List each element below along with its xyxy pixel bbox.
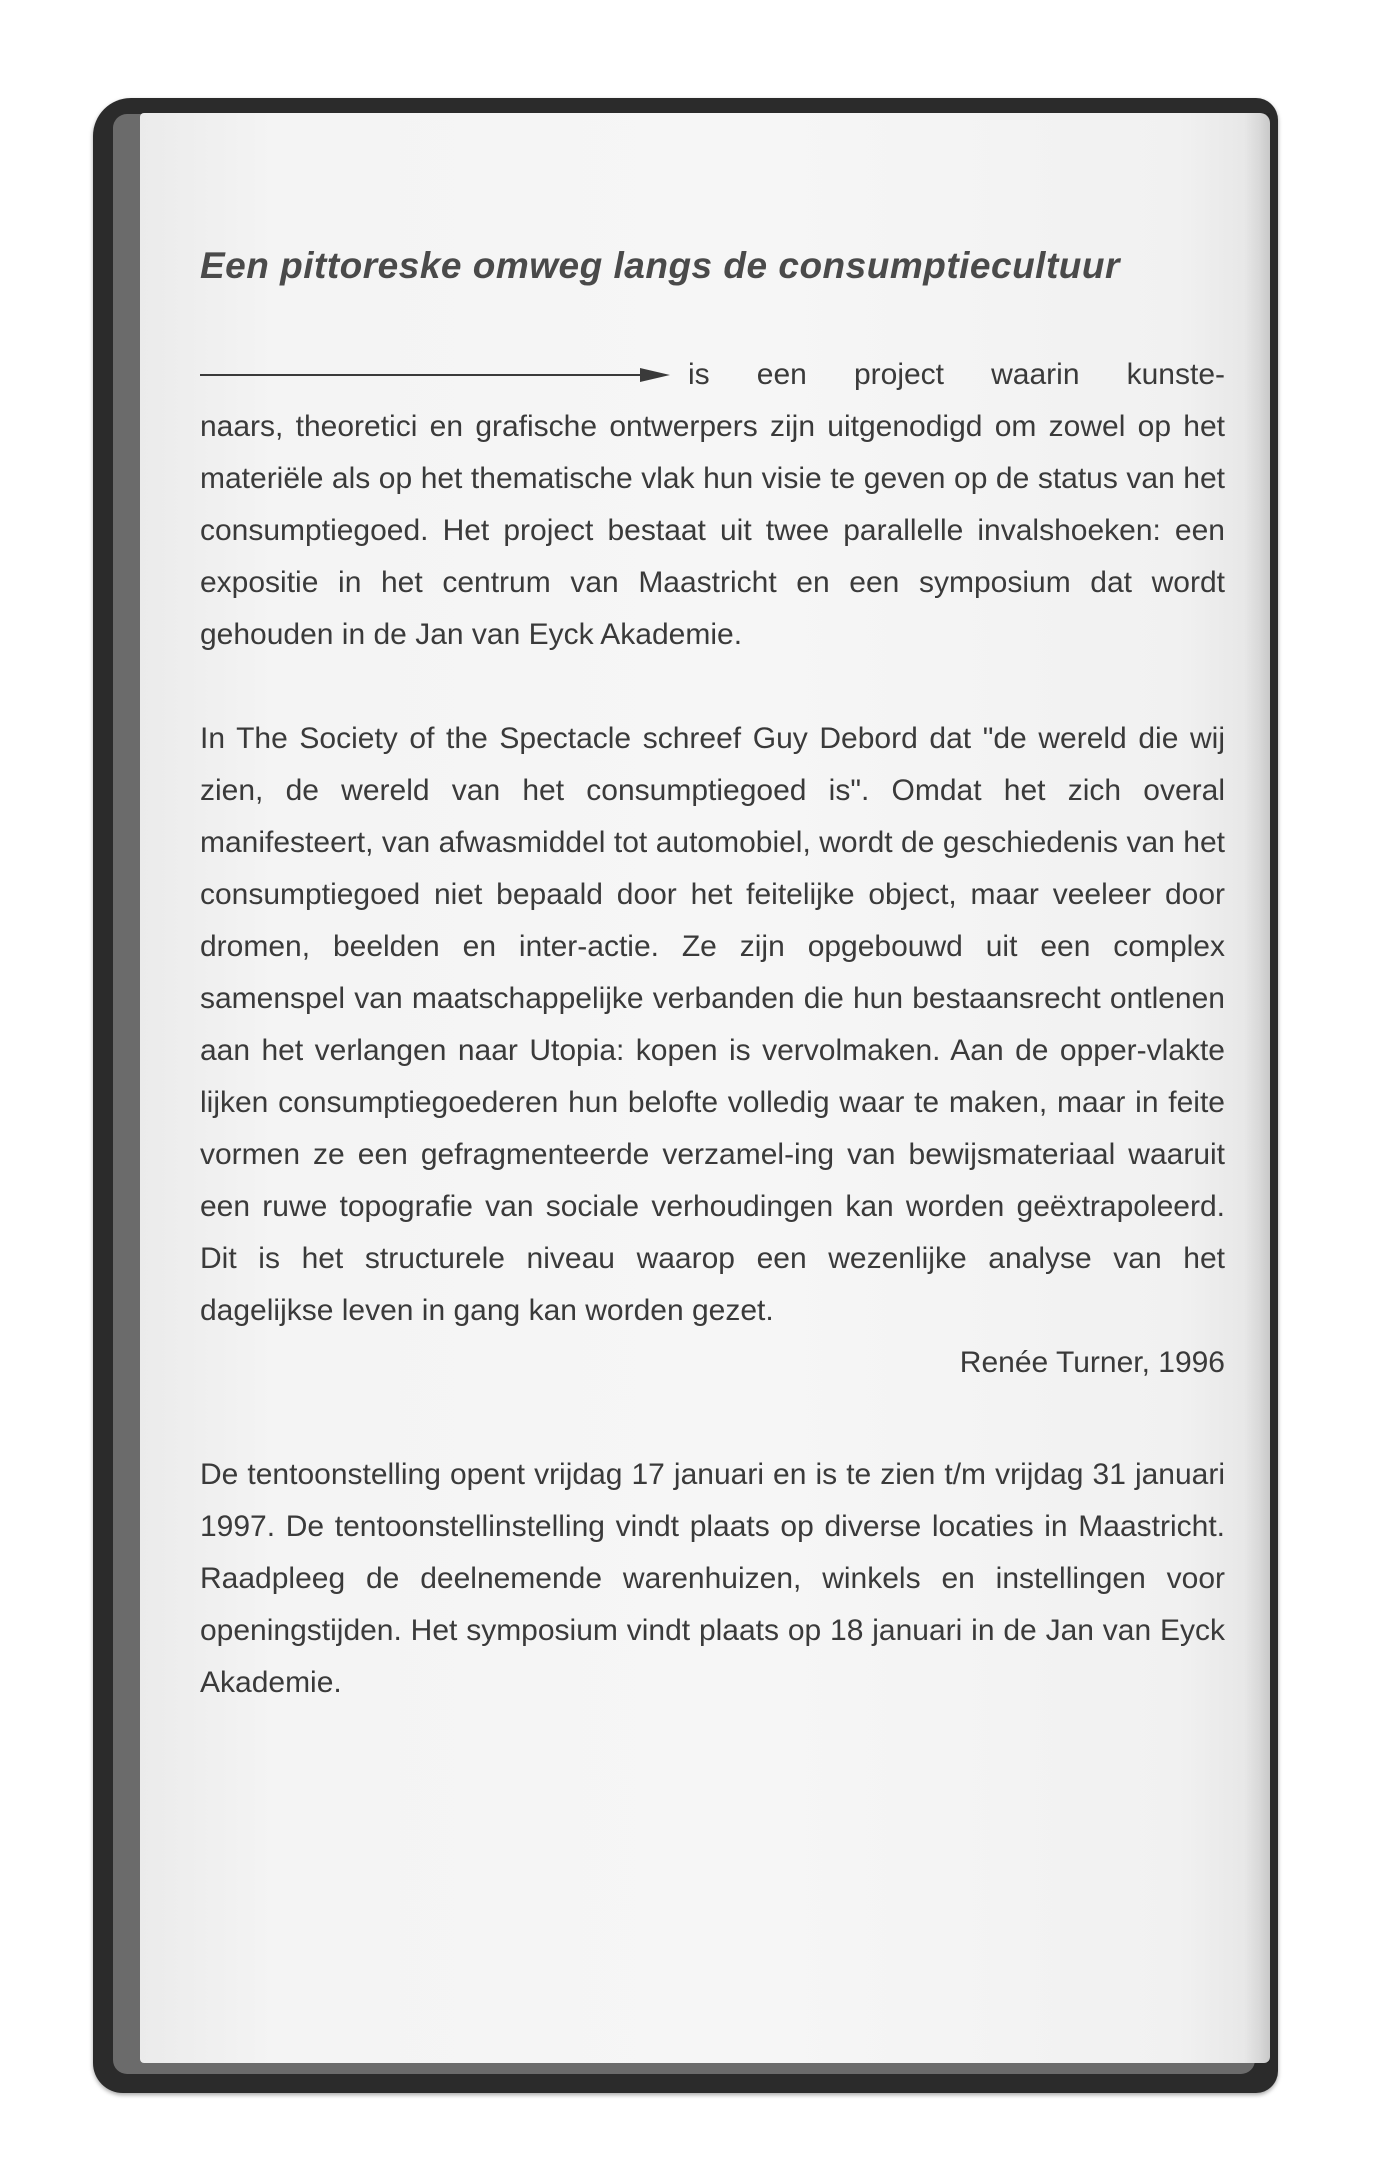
author-signature: Renée Turner, 1996 <box>959 1346 1225 1379</box>
document-title: Een pittoreske omweg langs de consumptiecultuur <box>200 245 1120 286</box>
debord-paragraph: In The Society of the Spectacle schreef Guy Debord dat "de wereld die wij zien, de wereld van het consumptiegoed is". Omdat het zich overal manifesteert, van afwasmiddel tot automobiel, wordt de geschiedenis van het consumptiegoed niet bepaald door het feitelijke object, maar veeleer door dromen, beelden en inter-actie. Ze zijn opgebouwd uit een complex samenspel van maatschappelijke verbanden die hun bestaansrecht ontlenen aan het verlangen naar Utopia: kopen is vervolmaken. Aan de opper-vlakte lijken consumptiegoederen hun belofte volledig waar te maken, maar in feite vormen ze een gefragmenteerde verzamel-ing van bewijsmateriaal waaruit een ruwe topografie van sociale verhoudingen kan worden geëxtrapoleerd. Dit is het structurele niveau waarop een wezenlijke analyse van het dagelijkse leven in gang kan worden gezet. <box>200 722 1225 1327</box>
paragraph-spacer <box>200 661 1225 713</box>
document-body <box>200 245 1225 1709</box>
right-arrow-icon <box>200 365 670 385</box>
intro-first-line-text: is een project waarin kunste- <box>688 358 1225 391</box>
paper-fold-shadow <box>1244 113 1270 2063</box>
exhibition-info-paragraph: De tentoonstelling opent vrijdag 17 januari en is te zien t/m vrijdag 31 januari 1997. De tentoonstellinstelling vindt plaats op diverse locaties in Maastricht. Raadpleeg de deelnemende warenhuizen, winkels en instellingen voor openingstijden. Het symposium vindt plaats op 18 januari in de Jan van Eyck Akademie. <box>200 1458 1225 1699</box>
paragraph-spacer <box>200 1389 1225 1449</box>
intro-first-line <box>200 349 1225 401</box>
intro-paragraph: naars, theoretici en grafische ontwerpers zijn uitgenodigd om zowel op het materiële als op het thematische vlak hun visie te geven op de status van het consumptiegoed. Het project bestaat uit twee parallelle invalshoeken: een expositie in het centrum van Maastricht en een symposium dat wordt gehouden in de Jan van Eyck Akademie. <box>200 410 1225 651</box>
